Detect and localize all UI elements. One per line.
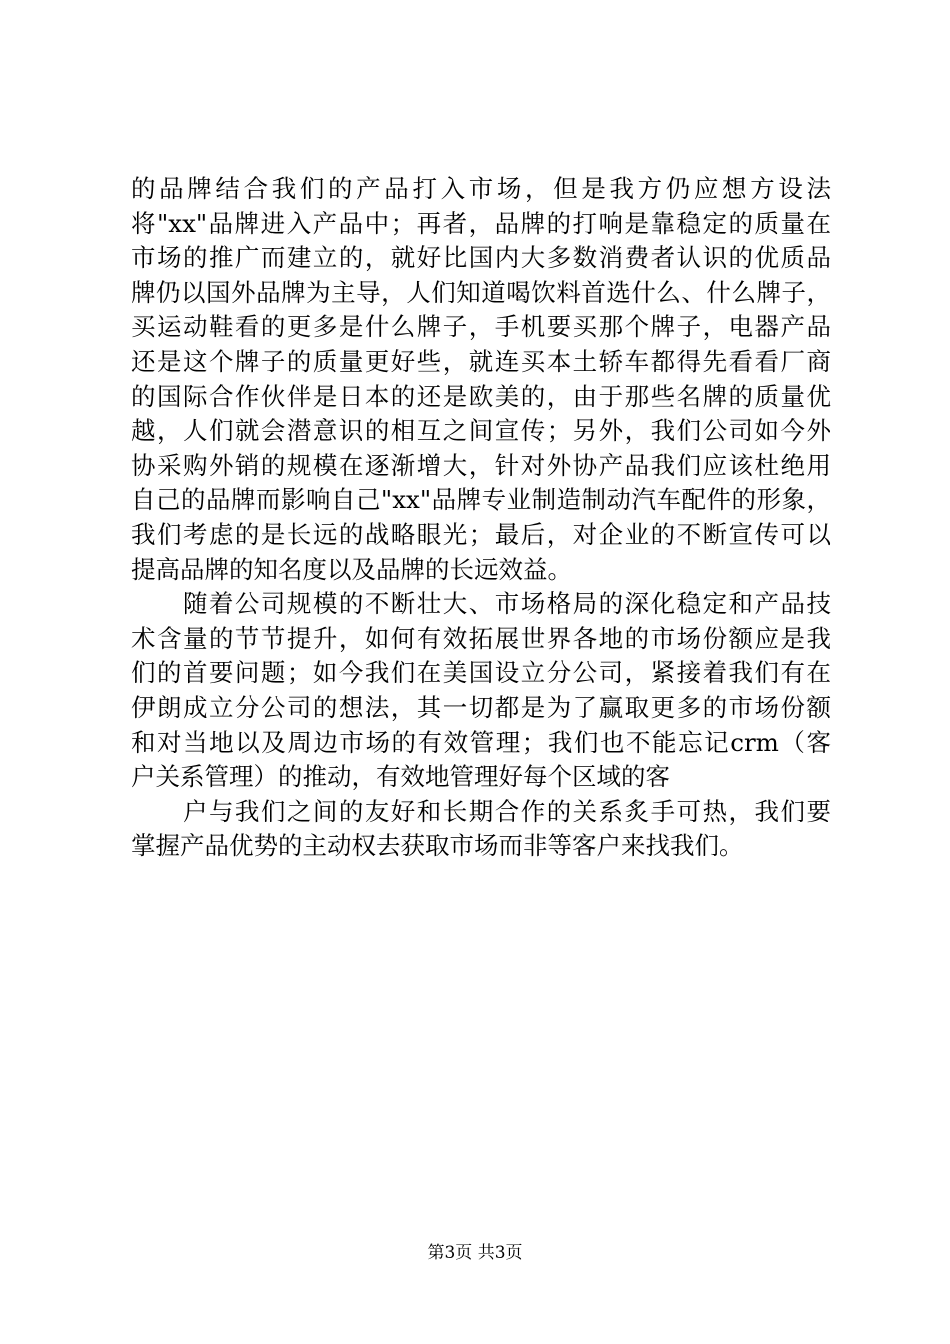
text-line: 还是这个牌子的质量更好些，就连买本土轿车都得先看看厂商	[131, 346, 831, 376]
text-line: 协采购外销的规模在逐渐增大，针对外协产品我们应该杜绝用	[131, 450, 831, 480]
page-number-footer: 第3页 共3页	[427, 1243, 523, 1263]
text-line: 随着公司规模的不断壮大、市场格局的深化稳定和产品技	[131, 589, 831, 619]
text-line: 术含量的节节提升，如何有效拓展世界各地的市场份额应是我	[131, 623, 831, 653]
text-line: 买运动鞋看的更多是什么牌子，手机要买那个牌子，电器产品	[131, 312, 831, 342]
document-body	[131, 172, 831, 864]
paragraph-3	[131, 795, 831, 864]
text-line: 的国际合作伙伴是日本的还是欧美的，由于那些名牌的质量优	[131, 381, 831, 411]
text-line: 越，人们就会潜意识的相互之间宣传；另外，我们公司如今外	[131, 416, 831, 446]
text-line: 户关系管理）的推动，有效地管理好每个区域的客	[131, 762, 670, 792]
text-line: 将"xx"品牌进入产品中；再者，品牌的打响是靠稳定的质量在	[131, 208, 831, 238]
text-line: 们的首要问题；如今我们在美国设立分公司，紧接着我们有在	[131, 658, 831, 688]
paragraph-1	[131, 172, 831, 587]
text-line: 牌仍以国外品牌为主导，人们知道喝饮料首选什么、什么牌子，	[131, 277, 831, 307]
text-line: 自己的品牌而影响自己"xx"品牌专业制造制动汽车配件的形象，	[131, 485, 831, 515]
text-line: 和对当地以及周边市场的有效管理；我们也不能忘记crm（客	[131, 727, 831, 757]
text-line: 户与我们之间的友好和长期合作的关系炙手可热，我们要	[131, 796, 831, 826]
text-line: 市场的推广而建立的，就好比国内大多数消费者认识的优质品	[131, 243, 831, 273]
paragraph-2	[131, 587, 831, 795]
text-line: 我们考虑的是长远的战略眼光；最后，对企业的不断宣传可以	[131, 519, 831, 549]
text-line: 的品牌结合我们的产品打入市场，但是我方仍应想方设法	[131, 174, 831, 203]
text-line: 伊朗成立分公司的想法，其一切都是为了赢取更多的市场份额	[131, 692, 831, 722]
text-line: 提高品牌的知名度以及品牌的长远效益。	[131, 554, 572, 584]
text-line: 掌握产品优势的主动权去获取市场而非等客户来找我们。	[131, 831, 744, 861]
